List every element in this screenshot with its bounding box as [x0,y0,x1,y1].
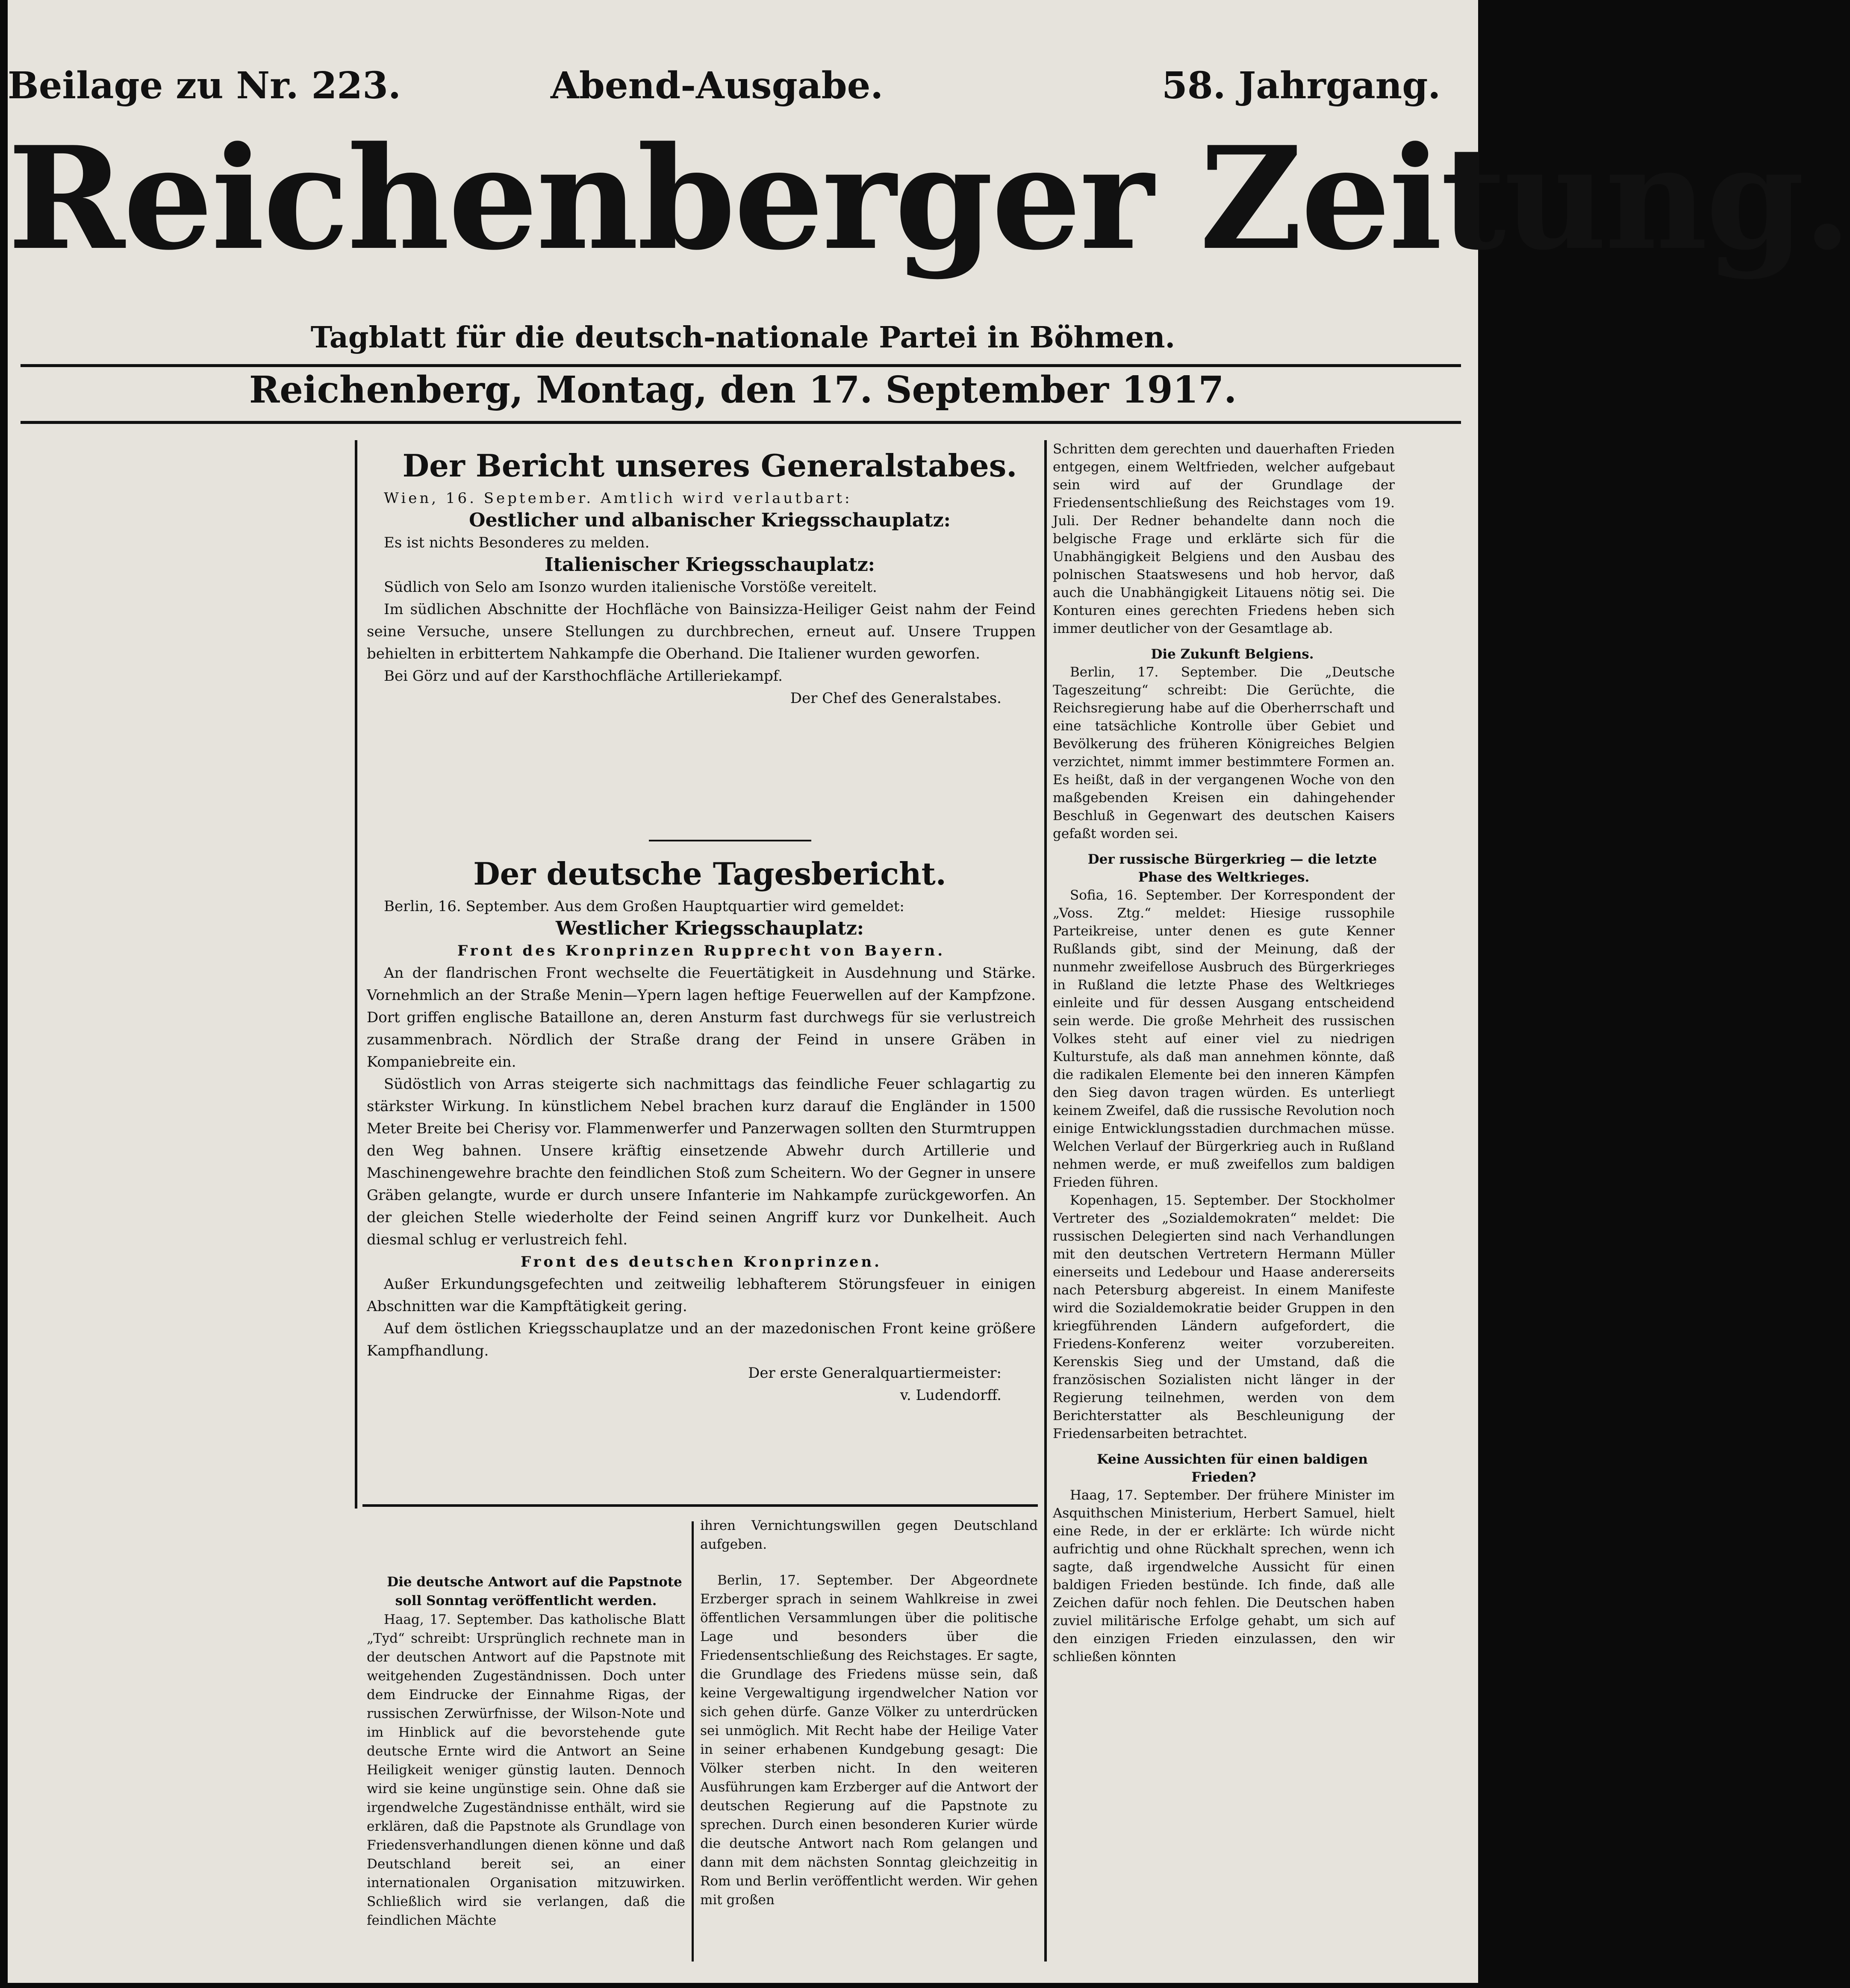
paragraph: Berlin, 17. September. Die „Deutsche Tageszeitung“ schreibt: Die Gerüchte, die Reichsregierung habe auf die Oberherrschaft und eine tatsächliche Kontrolle über Gebiet und Bevölkerung des früheren Königreiches Belgien verzichtet, nimmt immer bestimmtere Formen an. Es heißt, daß in der vergangenen Woche von den maßgebenden Kreisen ein dahingehender Beschluß in Gegenwart des deutschen Kaisers gefaßt worden sei. [1053,665,1395,841]
dateline-rule-bottom [21,421,1461,424]
article-papstnote [367,1573,685,1930]
masthead-subtitle: Tagblatt für die deutsch-nationale Partei in Böhmen. [310,321,1175,355]
column-rule-left [355,440,357,1509]
paragraph: Bei Görz und auf der Karsthochfläche Artilleriekampf. [384,668,783,685]
section-heading: Italienischer Kriegsschauplatz: [545,554,875,576]
signature: Der Chef des Generalstabes. [790,690,1002,707]
headline-generalstab: Der Bericht unseres Generalstabes. [402,447,1017,484]
supplement-label: Beilage zu Nr. 223. [8,64,401,107]
paragraph: Sofia, 16. September. Der Korrespondent der „Voss. Ztg.“ meldet: Hiesige russophile Parteikreise, unter denen es gute Kenner Rußlands gibt, sind der Meinung, daß der nunmehr zweifellose Ausbruch des Bürgerkrieges in Rußland die letzte Phase des Weltkrieges einleite und für dessen Ausgang entscheidend sein werde. Die große Mehrheit des russischen Volkes steht auf einer viel zu niedrigen Kulturstufe, als daß man annehmen könnte, daß die radikalen Elemente bei den inneren Kämpfen den Sieg davon tragen würden. Es unterliegt keinem Zweifel, daß die russische Revolution noch einige Entwicklungsstadien durchmachen müsse. Welchen Verlauf der Bürgerkrieg auch in Rußland nehmen werde, er muß zweifellos zum baldigen Frieden führen. [1053,888,1395,1190]
paragraph: Im südlichen Abschnitte der Hochfläche von Bainsizza-Heiliger Geist nahm der Feind seine Versuche, unsere Stellungen zu durchbrechen, erneut auf. Unsere Truppen behielten in erbittertem Nahkampfe die Oberhand. Die Italiener wurden geworfen. [367,601,1036,662]
article-dateline: Wien, 16. September. Amtlich wird verlautbart: [384,490,852,507]
dateline: Reichenberg, Montag, den 17. September 1917. [249,368,1237,412]
paragraph: Haag, 17. September. Der frühere Minister im Asquithschen Ministerium, Herbert Samuel, hielt eine Rede, in der er erklärte: Ich würde nicht aufrichtig und ohne Rückhalt sprechen, wenn ich sagte, daß irgendwelche Aussicht für einen baldigen Frieden bestünde. Ich finde, daß alle Zeichen dafür noch fehlen. Die Deutschen haben zuviel militärische Erfolge gehabt, um sich auf den einzigen Frieden einzulassen, den wir schließen könnten [1053,1488,1395,1665]
section-rule [362,1504,1038,1507]
paragraph: Auf dem östlichen Kriegsschauplatze und an der mazedonischen Front keine größere Kampfhandlung. [367,1320,1036,1359]
paragraph: Südlich von Selo am Isonzo wurden italienische Vorstöße vereitelt. [384,579,877,596]
article-generalstab [367,444,1036,709]
section-heading: Oestlicher und albanischer Kriegsschauplatz: [469,509,951,531]
dateline-rule-top [21,364,1461,367]
masthead-title: Reichenberger Zeitung. [8,115,1850,281]
paragraph: Haag, 17. September. Das katholische Blatt „Tyd“ schreibt: Ursprünglich rechnete man in der deutschen Antwort auf die Papstnote mit weitgehenden Zugeständnissen. Doch unter dem Eindrucke der Einnahme Rigas, der russischen Zerwürfnisse, der Wilson-Note und im Hinblick auf die bevorstehende gute deutsche Ernte wird die Antwort an Seine Heiligkeit weniger günstig lauten. Dennoch wird sie keine ungünstige sein. Ohne daß sie irgendwelche Zugeständnisse enthält, wird sie erklären, daß die Papstnote als Grundlage von Friedensverhandlungen dienen könne und daß Deutschland bereit sei, an einer internationalen Organisation mitzuwirken. Schließlich wird sie verlangen, daß die feindlichen Mächte [367,1612,685,1928]
headline-buergerkrieg: Der russische Bürgerkrieg — die letzte Phase des Weltkrieges. [1087,852,1377,885]
column-rule-right [1044,440,1047,1962]
paragraph: Berlin, 17. September. Der Abgeordnete Erzberger sprach in seinem Wahlkreise in zwei öffentlichen Versammlungen über die politische Lage und besonders über die Friedensentschließung des Reichstages. Er sagte, die Grundlage des Friedens müsse sein, daß keine Vergewaltigung irgendwelcher Nation vor sich gehen dürfe. Ganze Völker zu unterdrücken sei unmöglich. Mit Recht habe der Heilige Vater in seiner erhabenen Kundgebung gesagt: Die Völker sterben nicht. In den weiteren Ausführungen kam Erzberger auf die Antwort der deutschen Regierung auf die Papstnote zu sprechen. Durch einen besonderen Kurier würde die deutsche Antwort nach Rom gelangen und dann mit dem nächsten Sonntag gleichzeitig in Rom und Berlin veröffentlicht werden. Wir gehen mit großen [700,1573,1038,1908]
paragraph: Außer Erkundungsgefechten und zeitweilig lebhafterem Störungsfeuer in einigen Abschnitten war die Kampftätigkeit gering. [367,1276,1036,1315]
section-heading: Front des Kronprinzen Rupprecht von Bayern. [457,942,946,959]
paragraph: ihren Vernichtungswillen gegen Deutschland aufgeben. [700,1518,1038,1552]
section-heading: Front des deutschen Kronprinzen. [520,1253,882,1270]
paragraph: Schritten dem gerechten und dauerhaften Frieden entgegen, einem Weltfrieden, welcher aufgebaut sein wird auf der Grundlage der Friedensentschließung des Reichstages vom 19. Juli. Der Redner behandelte dann noch die belgische Frage und erklärte sich für die Unabhängigkeit Belgiens und den Ausbau des polnischen Staatswesens und hob hervor, daß auch die Unabhängigkeit Litauens nötig sei. Die Konturen eines gerechten Friedens heben sich immer deutlicher von der Gesamtlage ab. [1053,441,1395,636]
article-erzberger [700,1516,1038,1909]
article-dateline: Berlin, 16. September. Aus dem Großen Hauptquartier wird gemeldet: [384,898,904,915]
paragraph: An der flandrischen Front wechselte die Feuertätigkeit in Ausdehnung und Stärke. Vornehmlich an der Straße Menin—Ypern lagen heftige Feuerwellen auf der Kampfzone. Dort griffen englische Bataillone an, deren Ansturm fast durchwegs für sie verlustreich zusammenbrach. Nördlich der Straße drang der Feind in unsere Gräben in Kompaniebreite ein. [367,965,1036,1070]
paragraph: Es ist nichts Besonderes zu melden. [384,534,650,551]
edition-label: Abend-Ausgabe. [551,64,884,107]
signature: v. Ludendorff. [900,1387,1002,1404]
signature: Der erste Generalquartiermeister: [748,1365,1002,1382]
headline-frieden: Keine Aussichten für einen baldigen Frieden? [1097,1452,1368,1485]
paragraph: Südöstlich von Arras steigerte sich nachmittags das feindliche Feuer schlagartig zu stärkster Wirkung. In künstlichem Nebel brachen kurz darauf die Engländer in 1500 Meter Breite bei Cherisy vor. Flammenwerfer und Panzerwagen sollten den Sturmtruppen den Weg bahnen. Unsere kräftig einsetzende Abwehr durch Artillerie und Maschinengewehre brachte den feindlichen Stoß zum Scheitern. Wo der Gegner in unsere Gräben gelangte, wurde er durch unsere Infanterie im Nahkampfe zurückgeworfen. An der gleichen Stelle wiederholte der Feind seinen Angriff kurz vor Dunkelheit. Auch diesmal schlug er verlustreich fehl. [367,1076,1036,1248]
headline-tagesbericht: Der deutsche Tagesbericht. [473,856,946,892]
column-rule-bottom-mid [692,1521,694,1962]
headline-belgien: Die Zukunft Belgiens. [1151,647,1314,662]
article-tagesbericht [367,853,1036,1406]
section-heading: Westlicher Kriegsschauplatz: [556,918,864,939]
right-column [1053,440,1395,1666]
headline-papstnote: Die deutsche Antwort auf die Papstnote soll Sonntag veröffentlicht werden. [387,1574,682,1609]
article-separator [649,840,811,841]
newspaper-page [8,0,1850,1983]
paragraph: Kopenhagen, 15. September. Der Stockholmer Vertreter des „Sozialdemokraten“ meldet: Die russischen Delegierten sind nach Verhandlungen mit den deutschen Vertretern Hermann Müller einerseits und Ledebour und Haase andererseits nach Petersburg abgereist. In einem Manifeste wird die Sozialdemokratie beider Gruppen in den kriegführenden Ländern aufgefordert, die Friedens-Konferenz weiter vorzubereiten. Kerenskis Sieg und der Umstand, daß die französischen Sozialisten nicht länger in der Regierung teilnehmen, werden von dem Berichterstatter als Beschleunigung der Friedensarbeiten betrachtet. [1053,1193,1395,1441]
volume-label: 58. Jahrgang. [1162,64,1441,107]
